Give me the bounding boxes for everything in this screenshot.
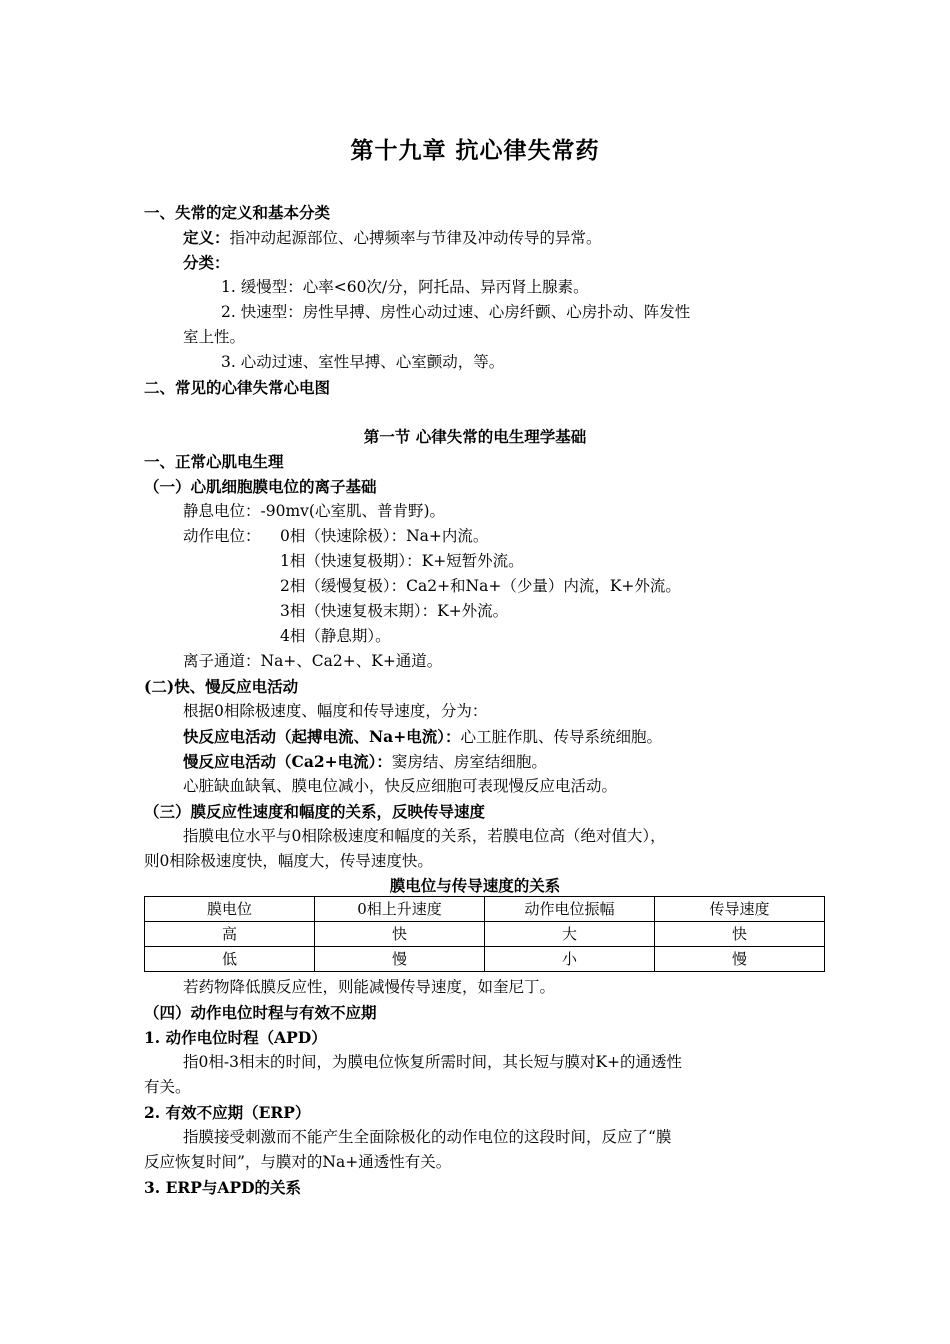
section-heading-ecg: 二、常见的心律失常心电图 xyxy=(144,378,331,397)
resting-potential: 静息电位：-90mv(心室肌、普肯野)。 xyxy=(183,502,446,520)
slow-response-label: 慢反应电活动（Ca2+电流）： xyxy=(183,752,392,771)
reactivity-paragraph-line-2: 则0相除极速度快，幅度大，传导速度快。 xyxy=(144,852,433,870)
after-table-note: 若药物降低膜反应性，则能减慢传导速度，如奎尼丁。 xyxy=(183,978,556,996)
table-cell: 高 xyxy=(145,922,315,947)
phase-4: 4相（静息期）。 xyxy=(280,627,391,645)
slow-response-text: 窦房结、房室结细胞。 xyxy=(391,753,547,771)
classification-item-1: 1. 缓慢型：心率<60次/分，阿托品、异丙肾上腺素。 xyxy=(221,278,589,296)
table-cell: 慢 xyxy=(655,947,825,972)
subheading-apd-erp: （四）动作电位时程与有效不应期 xyxy=(144,1003,377,1022)
erp-title: 2. 有效不应期（ERP） xyxy=(144,1103,311,1122)
table-header-cell: 传导速度 xyxy=(655,897,825,922)
table-cell: 快 xyxy=(315,922,485,947)
ion-channels: 离子通道：Na+、Ca2+、K+通道。 xyxy=(183,652,443,670)
erp-apd-relation-title: 3. ERP与APD的关系 xyxy=(144,1178,302,1197)
apd-paragraph-line-2: 有关。 xyxy=(144,1078,191,1096)
table-header-cell: 动作电位振幅 xyxy=(485,897,655,922)
table-cell: 大 xyxy=(485,922,655,947)
subheading-ionic-basis: （一）心肌细胞膜电位的离子基础 xyxy=(144,477,377,496)
heading-normal-electrophysiology: 一、正常心肌电生理 xyxy=(144,452,284,471)
fast-response-text: 心工脏作肌、传导系统细胞。 xyxy=(460,728,662,746)
table-cell: 慢 xyxy=(315,947,485,972)
table-row xyxy=(145,947,825,972)
table-cell: 快 xyxy=(655,922,825,947)
chapter-title: 第十九章 抗心律失常药 xyxy=(350,137,600,164)
fast-response-line xyxy=(183,729,662,746)
apd-paragraph-line-1: 指0相-3相末的时间，为膜电位恢复所需时间，其长短与膜对K+的通透性 xyxy=(183,1053,683,1071)
classification-item-3: 3. 心动过速、室性早搏、心室颤动，等。 xyxy=(221,353,505,371)
definition-line xyxy=(183,230,602,247)
erp-paragraph-line-1: 指膜接受刺激而不能产生全面除极化的动作电位的这段时间，反应了“膜 xyxy=(183,1128,672,1146)
definition-label: 定义： xyxy=(183,228,230,247)
table-header-row xyxy=(145,897,825,922)
reactivity-paragraph-line-1: 指膜电位水平与0相除极速度和幅度的关系，若膜电位高（绝对值大）， xyxy=(183,827,666,845)
definition-text: 指冲动起源部位、心搏频率与节律及冲动传导的异常。 xyxy=(229,229,602,247)
fast-slow-intro: 根据0相除极速度、幅度和传导速度，分为： xyxy=(183,702,488,720)
subheading-fast-slow: (二)快、慢反应电活动 xyxy=(144,677,299,696)
apd-title: 1. 动作电位时程（APD） xyxy=(144,1028,327,1047)
phase-3: 3相（快速复极末期）：K+外流。 xyxy=(280,602,509,620)
table-row xyxy=(145,922,825,947)
phase-0: 0相（快速除极）：Na+内流。 xyxy=(280,527,489,545)
subheading-membrane-reactivity: （三）膜反应性速度和幅度的关系，反映传导速度 xyxy=(144,802,486,821)
classification-label: 分类： xyxy=(183,253,230,272)
slow-response-line xyxy=(183,754,547,771)
table-caption: 膜电位与传导速度的关系 xyxy=(389,876,561,895)
phase-1: 1相（快速复极期）：K+短暂外流。 xyxy=(280,552,524,570)
fast-response-label: 快反应电活动（起搏电流、Na+电流）： xyxy=(183,727,461,746)
classification-item-2-cont: 室上性。 xyxy=(183,328,246,346)
erp-paragraph-line-2: 反应恢复时间”，与膜对的Na+通透性有关。 xyxy=(144,1153,452,1171)
action-potential-label: 动作电位： xyxy=(183,527,261,545)
section-heading-definition: 一、失常的定义和基本分类 xyxy=(144,203,331,222)
table-cell: 低 xyxy=(145,947,315,972)
table-header-cell: 膜电位 xyxy=(145,897,315,922)
phase-2: 2相（缓慢复极）：Ca2+和Na+（少量）内流，K+外流。 xyxy=(280,577,681,595)
ischemia-note: 心脏缺血缺氧、膜电位减小，快反应细胞可表现慢反应电活动。 xyxy=(183,777,618,795)
table-header-cell: 0相上升速度 xyxy=(315,897,485,922)
table-cell: 小 xyxy=(485,947,655,972)
section-title: 第一节 心律失常的电生理学基础 xyxy=(363,427,587,446)
classification-item-2: 2. 快速型：房性早搏、房性心动过速、心房纤颤、心房扑动、阵发性 xyxy=(221,303,691,321)
membrane-conduction-table xyxy=(144,896,825,972)
